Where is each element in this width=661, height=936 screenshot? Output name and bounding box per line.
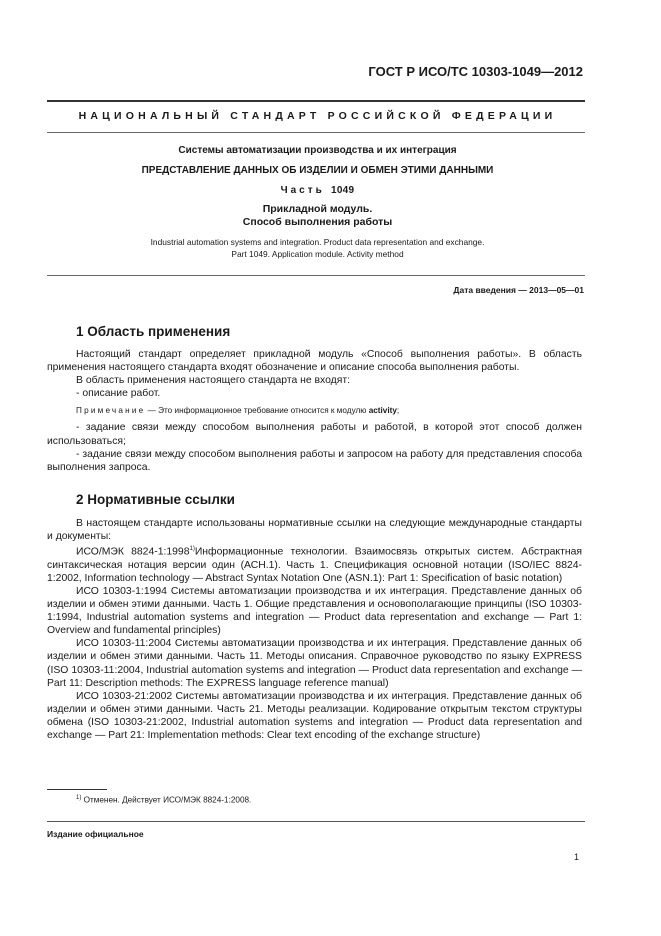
- paragraph: Настоящий стандарт определяет прикладной модуль «Способ выполнения работы». В область применения настоящего стандарта входят обозначение и описание способа выполнения работы.: [47, 349, 582, 374]
- page-number: 1: [573, 852, 579, 862]
- module-line-1: Прикладной модуль.: [262, 203, 373, 215]
- footnote-separator: [47, 789, 107, 790]
- paragraph: - описание работ.: [76, 388, 161, 400]
- note-term: activity: [368, 406, 397, 416]
- section-2-body: [47, 517, 582, 742]
- footnote: [76, 795, 251, 805]
- part-number: 1049: [330, 185, 355, 196]
- note: [47, 404, 582, 417]
- title-divider: [47, 132, 585, 133]
- footnote-marker: 1): [76, 795, 82, 801]
- footnote-text: Отменен. Действует ИСО/МЭК 8824-1:2008.: [83, 795, 252, 805]
- english-line-2: Part 1049. Application module. Activity method: [231, 249, 404, 259]
- date-divider: [47, 275, 585, 276]
- reference-rest: Информационные технологии. Взаимосвязь открытых систем. Абстрактная синтаксическая нотация версии один (АСН.1). Часть 1. Спецификация основной нотации (ISO/IEC 8824-1:2002, Information technology — Abstract Syntax Notation One (ASN.1): Part 1: Specification of basic notation): [47, 546, 582, 584]
- title-english: [47, 236, 588, 260]
- national-standard-banner: НАЦИОНАЛЬНЫЙ СТАНДАРТ РОССИЙСКОЙ ФЕДЕРАЦИИ: [78, 110, 557, 122]
- paragraph: В настоящем стандарте использованы нормативные ссылки на следующие международные стандарты и документы:: [47, 518, 582, 543]
- edition-label: Издание официальное: [47, 829, 144, 839]
- reference-head: ИСО/МЭК 8824-1:1998: [76, 546, 190, 558]
- footer-divider: [47, 821, 585, 822]
- paragraph: - задание связи между способом выполнения работы и запросом на работу для представления способа выполнения запроса.: [47, 448, 582, 473]
- reference-item: ИСО 10303-21:2002 Системы автоматизации производства и их интеграция. Представление данных об изделии и обмен этими данными. Часть 21. Методы реализации. Кодирование открытым текстом структуры обмена (ISO 10303-21:2002, Industrial automation systems and integration — Product data representation and exchange — Part 21: Implementation methods: Clear text encoding of the exchange structure): [47, 690, 582, 741]
- title-main: ПРЕДСТАВЛЕНИЕ ДАННЫХ ОБ ИЗДЕЛИИ И ОБМЕН ЭТИМИ ДАННЫМИ: [141, 165, 494, 176]
- introduction-date: Дата введения — 2013—05—01: [453, 285, 584, 295]
- footnote-marker: 1): [189, 546, 195, 553]
- paragraph: В область применения настоящего стандарта не входят:: [76, 375, 351, 387]
- header-divider: [47, 100, 585, 102]
- reference-item: [47, 543, 582, 585]
- standard-number: ГОСТ Р ИСО/ТС 10303-1049—2012: [368, 64, 583, 79]
- section-2-heading: 2 Нормативные ссылки: [76, 492, 235, 507]
- module-line-2: Способ выполнения работы: [242, 216, 393, 228]
- section-1-body: [47, 348, 582, 474]
- reference-item: ИСО 10303-1:1994 Системы автоматизации производства и их интеграция. Представление данных об изделии и обмен этими данными. Часть 1. Общие представления и основополагающие принципы (ISO 10303-1:1994, Industrial automation systems and integration — Product data representation and exchange — Part 1: Overview and fundamental principles): [47, 585, 582, 637]
- paragraph: - задание связи между способом выполнения работы и работой, в которой этот способ должен использоваться;: [47, 422, 582, 447]
- title-part: [47, 185, 588, 196]
- section-1-heading: 1 Область применения: [76, 324, 231, 339]
- reference-item: ИСО 10303-11:2004 Системы автоматизации производства и их интеграция. Представление данных об изделии и обмен этими данными. Часть 11. Методы описания. Справочное руководство по языку EXPRESS (ISO 10303-11:2004, Industrial automation systems and integration — Product data representation and exchange — Part 11: Description methods: The EXPRESS language reference manual): [47, 638, 582, 689]
- part-word: Часть: [280, 185, 325, 196]
- title-module: [47, 203, 588, 229]
- note-text: — Это информационное требование относится к модулю: [147, 406, 367, 416]
- title-series: Системы автоматизации производства и их интеграция: [178, 145, 457, 156]
- english-line-1: Industrial automation systems and integration. Product data representation and exchange.: [150, 237, 485, 247]
- note-label: Примечание: [76, 406, 146, 416]
- note-end: ;: [396, 406, 400, 416]
